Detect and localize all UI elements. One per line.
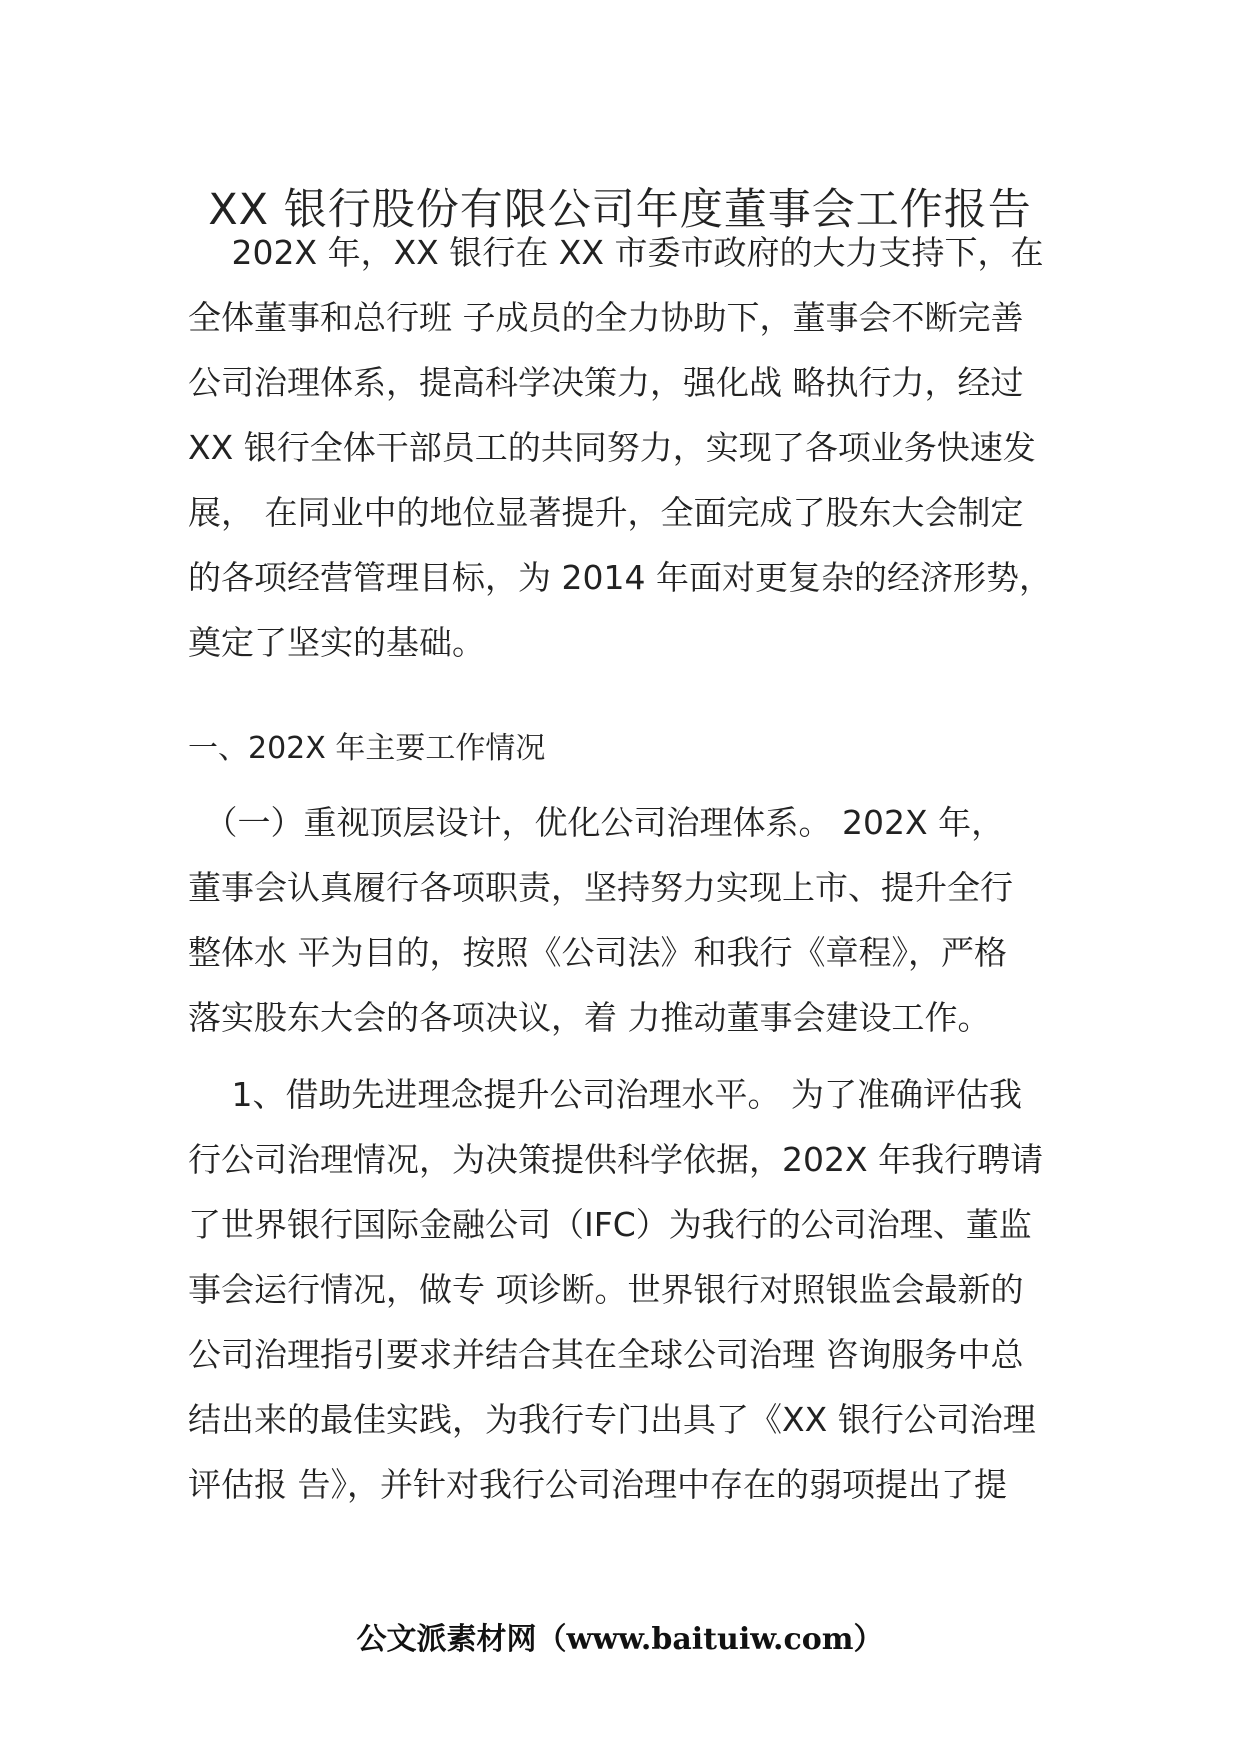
paragraph-line: 全体董事和总行班 子成员的全力协助下，董事会不断完善	[188, 298, 1024, 337]
section-heading: 一、202X 年主要工作情况	[188, 731, 546, 766]
paragraph-line: 整体水 平为目的，按照《公司法》和我行《章程》，严格	[188, 933, 1007, 972]
paragraph-line: 展， 在同业中的地位显著提升，全面完成了股东大会制定	[188, 493, 1024, 532]
paragraph-line: 结出来的最佳实践，为我行专门出具了《XX 银行公司治理	[188, 1400, 1036, 1439]
paragraph-line: 落实股东大会的各项决议，着 力推动董事会建设工作。	[188, 998, 991, 1037]
paragraph-line: 评估报 告》，并针对我行公司治理中存在的弱项提出了提	[188, 1465, 1007, 1504]
paragraph-line: （一）重视顶层设计，优化公司治理体系。 202X 年，	[188, 803, 1005, 842]
paragraph-line: 奠定了坚实的基础。	[188, 623, 485, 662]
document-title: XX 银行股份有限公司年度董事会工作报告	[208, 185, 1032, 235]
paragraph-item-1	[188, 1062, 1068, 1517]
paragraph-line: 董事会认真履行各项职责，坚持努力实现上市、提升全行	[188, 868, 1013, 907]
paragraph-line: 事会运行情况，做专 项诊断。世界银行对照银监会最新的	[188, 1270, 1024, 1309]
paragraph-line: 202X 年，XX 银行在 XX 市委市政府的大力支持下，在	[188, 233, 1044, 272]
paragraph-section-1	[188, 790, 1068, 1050]
footer-watermark: 公文派素材网（www.baituiw.com）	[356, 1622, 884, 1657]
paragraph-line: XX 银行全体干部员工的共同努力，实现了各项业务快速发	[188, 428, 1036, 467]
paragraph-line: 的各项经营管理目标，为 2014 年面对更复杂的经济形势，	[188, 558, 1052, 597]
paragraph-line: 行公司治理情况，为决策提供科学依据，202X 年我行聘请	[188, 1140, 1044, 1179]
paragraph-line: 了世界银行国际金融公司（IFC）为我行的公司治理、董监	[188, 1205, 1032, 1244]
paragraph-line: 公司治理指引要求并结合其在全球公司治理 咨询服务中总	[188, 1335, 1024, 1374]
paragraph-line: 公司治理体系，提高科学决策力，强化战 略执行力，经过	[188, 363, 1024, 402]
paragraph-line: 1、借助先进理念提升公司治理水平。 为了准确评估我	[188, 1075, 1022, 1114]
paragraph-intro	[188, 220, 1068, 675]
